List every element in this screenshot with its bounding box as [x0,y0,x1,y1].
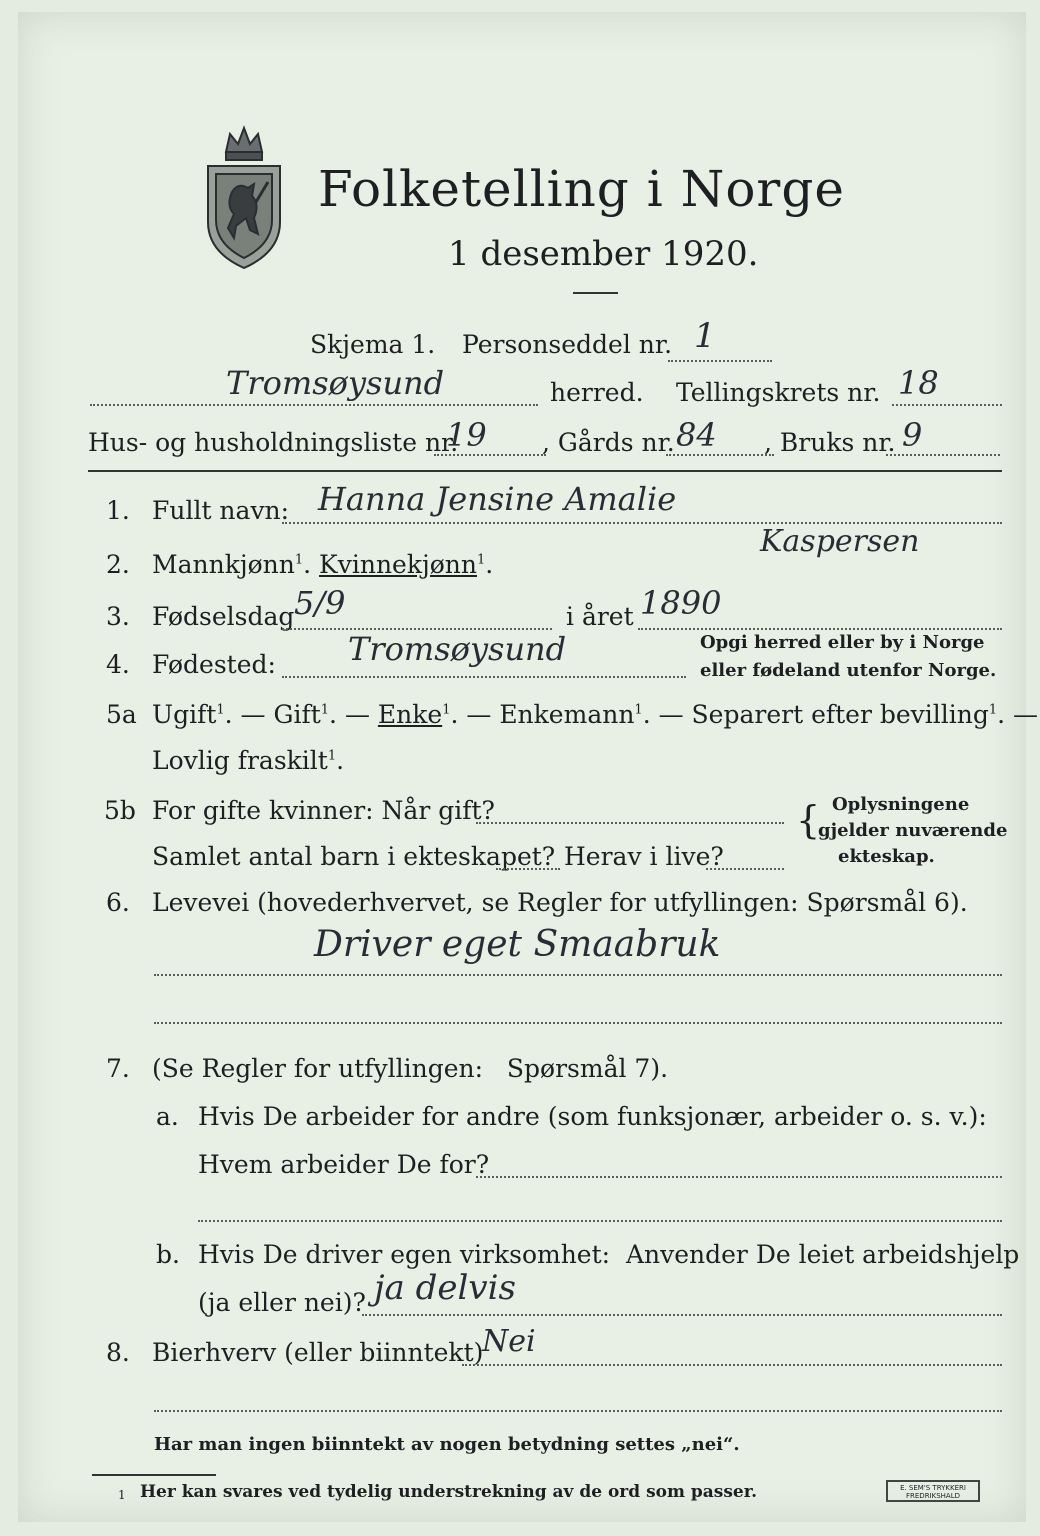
husholdning-line [434,454,546,456]
q6-value[interactable]: Driver eget Smaabruk [314,924,721,965]
personseddel-label: Personseddel nr. [462,330,673,359]
q5b-samlet-line [496,868,560,870]
q7b-line [362,1314,1002,1316]
personseddel-value[interactable]: 1 [694,316,716,356]
q5a-lovlig[interactable]: Lovlig fraskilt [152,746,328,775]
q5a-enkemann[interactable]: Enkemann [499,700,635,729]
q4-value[interactable]: Tromsøysund [348,630,567,668]
gards-value[interactable]: 84 [676,416,717,454]
herred-label: herred. [550,378,644,407]
herred-value[interactable]: Tromsøysund [226,364,445,402]
norway-coat-of-arms-icon [196,122,292,272]
q7a-label: Hvis De arbeider for andre (som funksjonær, arbeider o. s. v.): [198,1102,987,1131]
q5b-note-3: ekteskap. [838,846,935,867]
gards-label: , Gårds nr. [542,428,675,457]
q5b-samlet-label: Samlet antal barn i ekteskapet? [152,842,556,871]
husholdning-value[interactable]: 19 [446,416,487,454]
q4-label: Fødested: [152,650,276,679]
q5b-note-2 [818,820,1007,841]
q5a-number: 5a [106,700,137,729]
tellingskrets-label: Tellingskrets nr. [676,378,881,407]
q5b-note-1: Oplysningene [832,794,970,815]
q7a-line-2 [198,1220,1002,1222]
q7b-value[interactable]: ja delvis [374,1268,516,1308]
printer-stamp-text: E. SEM'S TRYKKERI FREDRIKSHALD [900,1484,966,1500]
q5b-married-line [476,822,784,824]
q5b-label: For gifte kvinner: Når gift? [152,796,495,825]
q3-year-line [638,628,1002,630]
q7b-number: b. [156,1240,180,1269]
printer-stamp [886,1480,980,1502]
q7b-sub: (ja eller nei)? [198,1288,366,1317]
census-date: 1 desember 1920. [448,234,759,274]
q1-value[interactable]: Hanna Jensine Amalie [318,480,677,518]
bruks-value[interactable]: 9 [902,416,923,454]
q5a-ugift[interactable]: Ugift [152,700,217,729]
q8-label: Bierhverv (eller biinntekt) [152,1338,484,1367]
footnote-rule [92,1474,216,1476]
q8-value[interactable]: Nei [482,1324,536,1359]
q5a-gift[interactable]: Gift [273,700,321,729]
tellingskrets-line [892,404,1002,406]
footer-note: Har man ingen biinntekt av nogen betydning settes „nei“. [154,1434,740,1455]
q7-number: 7. [106,1054,130,1083]
q4-number: 4. [106,650,130,679]
husholdning-label: Hus- og husholdningsliste nr. [88,428,459,457]
personseddel-line [668,360,772,362]
herred-line [90,404,538,406]
q3-number: 3. [106,602,130,631]
q5a-options: Ugift$^1$. — Gift$^1$. — Enke$^1$. — Enkemann$^1$. — Separert efter bevilling$^1$. — [152,700,1039,729]
q5b-herav-label: Herav i live? [564,842,724,871]
q2-female[interactable]: Kvinnekjønn [319,550,477,579]
q8-number: 8. [106,1338,130,1367]
q1-number: 1. [106,496,130,525]
q5b-brace: { [796,798,821,842]
gards-line [666,454,774,456]
form-title: Folketelling i Norge [318,160,845,218]
q5a-separert[interactable]: Separert efter bevilling [691,700,989,729]
q6-line-2 [154,1022,1002,1024]
q5a-lovlig-row: Lovlig fraskilt$^1$. [152,746,345,775]
q6-line-1 [154,974,1002,976]
q8-line-2 [154,1410,1002,1412]
q3-year-value[interactable]: 1890 [640,584,722,622]
tellingskrets-value[interactable]: 18 [898,364,939,402]
q5b-herav-line [706,868,784,870]
q5a-enke[interactable]: Enke [377,700,443,729]
q3-year-label: i året [566,602,634,631]
q3-label: Fødselsdag [152,602,295,631]
q7a-number: a. [156,1102,179,1131]
q5b-note-2a: gjelder [818,820,896,841]
footnote-mark: 1 [118,1488,126,1502]
q7a-line-1 [476,1176,1002,1178]
bruks-label: , Bruks nr. [764,428,896,457]
q4-note-2: eller fødeland utenfor Norge. [700,660,997,681]
q7-label: (Se Regler for utfyllingen: Spørsmål 7). [152,1054,669,1083]
q7b-label: Hvis De driver egen virksomhet: Anvender De leiet arbeidshjelp [198,1240,1020,1269]
q1-value-surname[interactable]: Kaspersen [760,524,920,559]
footnote: Her kan svares ved tydelig understrekning av de ord som passer. [140,1482,758,1502]
header-rule [88,470,1002,472]
q5b-number: 5b [104,796,136,825]
q5b-note-2b: nuværende [895,820,1008,841]
bruks-line [886,454,1000,456]
q3-value[interactable]: 5/9 [294,584,346,622]
skjema-label: Skjema 1. [310,330,436,359]
q6-number: 6. [106,888,130,917]
q2-male[interactable]: Mannkjønn [152,550,295,579]
q2-number: 2. [106,550,130,579]
title-divider [573,292,618,294]
q4-line [282,676,686,678]
census-form [18,12,1039,1522]
q4-note-1: Opgi herred eller by i Norge [700,632,985,653]
q1-label: Fullt navn: [152,496,290,525]
q6-label: Levevei (hovederhvervet, se Regler for utfyllingen: Spørsmål 6). [152,888,968,917]
q8-line-1 [462,1364,1002,1366]
q7a-sub: Hvem arbeider De for? [198,1150,490,1179]
q2-label: Mannkjønn$^1$. Kvinnekjønn$^1$. [152,550,494,579]
